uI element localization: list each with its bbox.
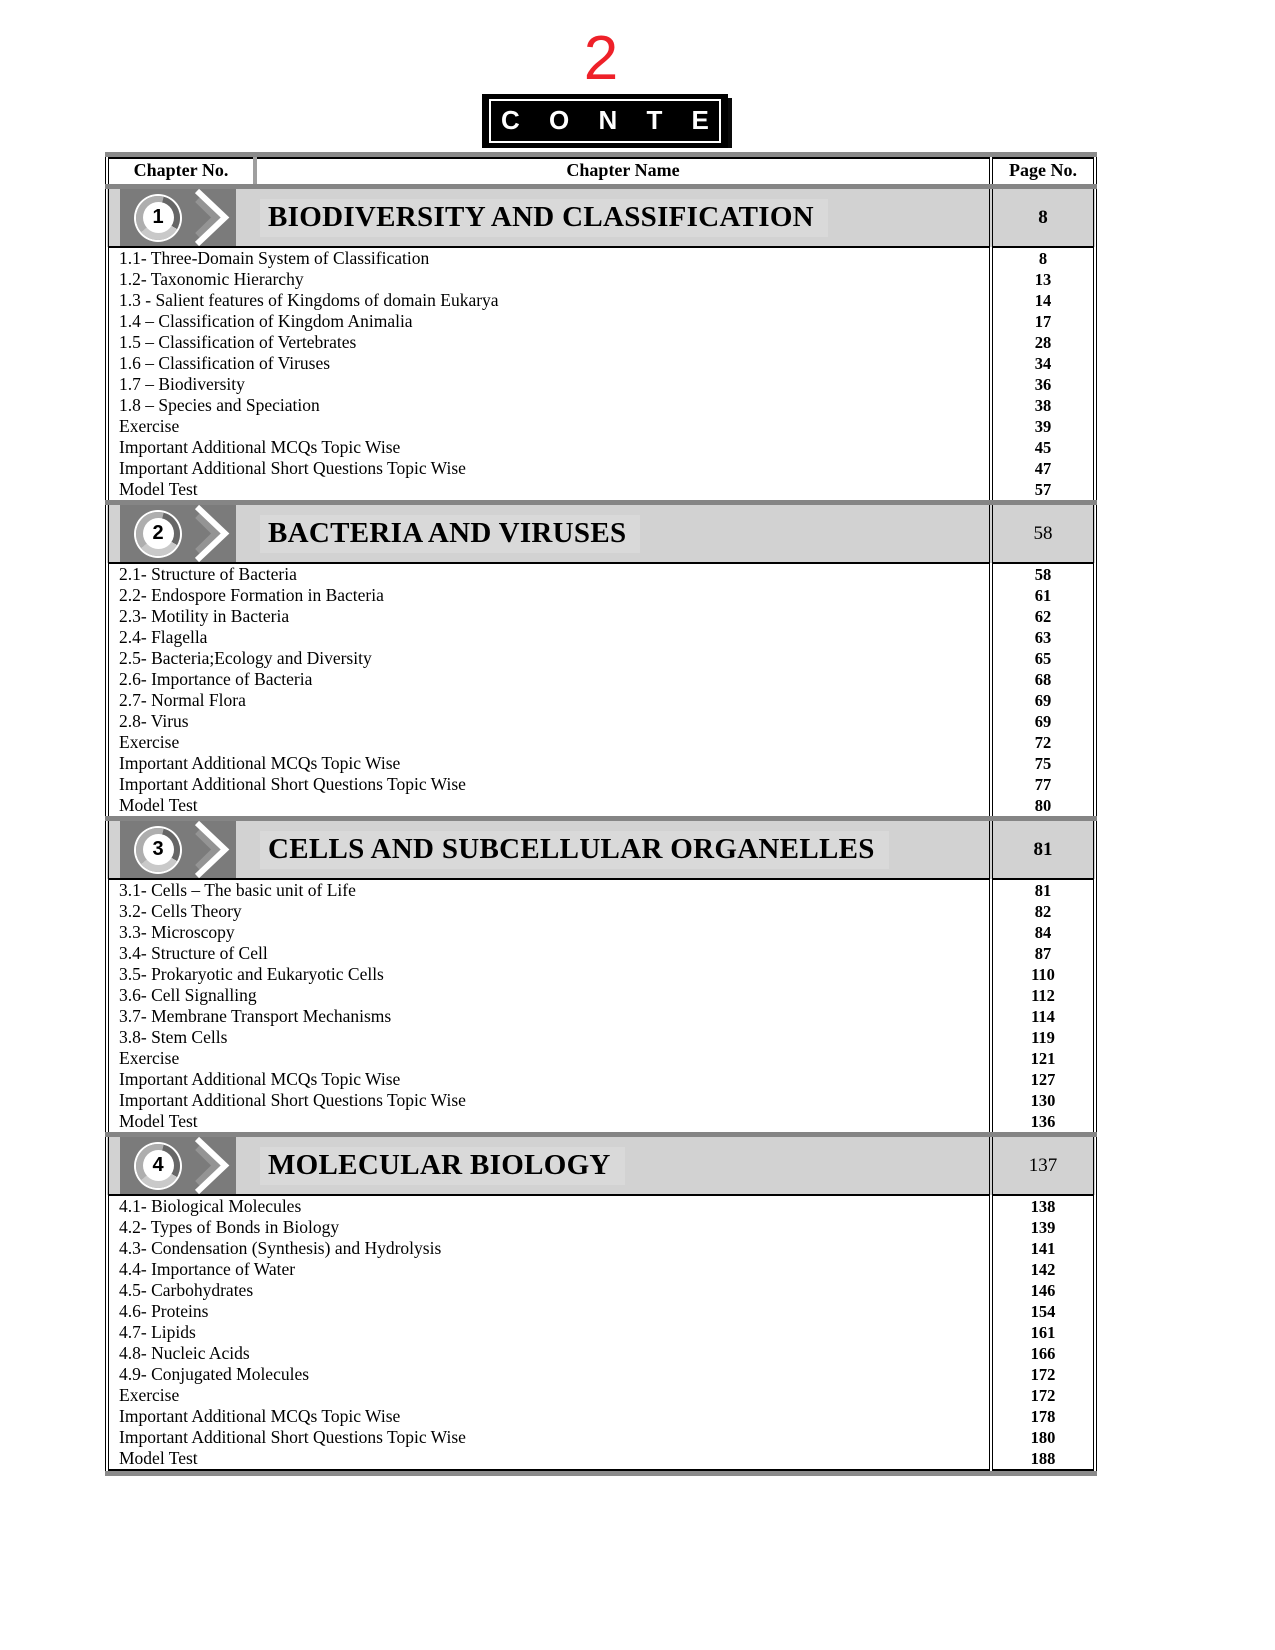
toc-item-row (107, 290, 1095, 311)
toc-item-row (107, 795, 1095, 819)
chapter-row (107, 503, 1095, 564)
toc-item-row (107, 458, 1095, 479)
toc-item-label: Important Additional Short Questions Topic Wise (119, 458, 466, 478)
page-number: 2 (583, 24, 619, 93)
toc-item-label: Exercise (119, 416, 180, 436)
toc-item-page: 62 (991, 606, 1095, 627)
toc-item-row (107, 1217, 1095, 1238)
toc-item-page: 39 (991, 416, 1095, 437)
chapter-band-cell (107, 187, 991, 248)
toc-item-label: Important Additional MCQs Topic Wise (119, 1069, 401, 1089)
toc-item-row (107, 1111, 1095, 1135)
chapter-row (107, 819, 1095, 880)
toc-item-row (107, 1027, 1095, 1048)
contents-title-inner-border (489, 99, 860, 143)
toc-item-page: 17 (991, 311, 1095, 332)
chapter-page: 81 (991, 819, 1095, 880)
toc-item-page: 57 (991, 479, 1095, 503)
toc-item-page: 114 (991, 1006, 1095, 1027)
toc-item-label: Model Test (119, 479, 198, 499)
toc-item-row (107, 374, 1095, 395)
toc-item-page: 77 (991, 774, 1095, 795)
toc-item-row (107, 437, 1095, 458)
toc-item-page: 72 (991, 732, 1095, 753)
chapter-number: 3 (143, 834, 174, 865)
toc-item-label: 4.5- Carbohydrates (119, 1280, 254, 1300)
chapter-number-ring (136, 1144, 180, 1188)
toc-item-row (107, 1195, 1095, 1217)
toc-item-row (107, 1364, 1095, 1385)
chapter-row (107, 187, 1095, 248)
chapter-number: 4 (143, 1150, 174, 1181)
toc-item-page: 28 (991, 332, 1095, 353)
chapter-page: 137 (991, 1135, 1095, 1196)
toc-item-page: 63 (991, 627, 1095, 648)
toc-item-row (107, 311, 1095, 332)
header-chapter-name: Chapter Name (255, 158, 991, 187)
toc-item-label: 2.3- Motility in Bacteria (119, 606, 290, 626)
toc-item-label: 4.1- Biological Molecules (119, 1196, 302, 1216)
toc-item-page: 172 (991, 1385, 1095, 1406)
toc-item-row (107, 964, 1095, 985)
toc-item-label: 4.3- Condensation (Synthesis) and Hydrolysis (119, 1238, 442, 1258)
chapter-number-ring (136, 512, 180, 556)
contents-title: C O N T E N T S (501, 105, 860, 135)
toc-item-row (107, 416, 1095, 437)
toc-item-label: 4.9- Conjugated Molecules (119, 1364, 310, 1384)
chapter-page: 58 (991, 503, 1095, 564)
toc-item-page: 138 (991, 1195, 1095, 1217)
toc-item-label: 1.1- Three-Domain System of Classification (119, 248, 430, 268)
chapter-number: 1 (143, 202, 174, 233)
chevron-icon (190, 821, 236, 878)
toc-item-label: 4.8- Nucleic Acids (119, 1343, 250, 1363)
toc-item-row (107, 1322, 1095, 1343)
toc-item-row (107, 732, 1095, 753)
toc-item-label: Important Additional Short Questions Topic Wise (119, 774, 466, 794)
toc-item-page: 178 (991, 1406, 1095, 1427)
contents-table-wrapper (105, 152, 1097, 1476)
toc-item-label: 2.8- Virus (119, 711, 189, 731)
toc-item-page: 127 (991, 1069, 1095, 1090)
chapter-band-cell (107, 1135, 991, 1196)
contents-table-body (107, 187, 1095, 1471)
toc-item-row (107, 648, 1095, 669)
toc-item-page: 166 (991, 1343, 1095, 1364)
toc-item-page: 68 (991, 669, 1095, 690)
toc-item-page: 119 (991, 1027, 1095, 1048)
toc-item-row (107, 606, 1095, 627)
toc-item-label: 4.4- Importance of Water (119, 1259, 296, 1279)
toc-item-row (107, 479, 1095, 503)
toc-item-page: 161 (991, 1322, 1095, 1343)
toc-item-label: 3.2- Cells Theory (119, 901, 242, 921)
toc-item-row (107, 1301, 1095, 1322)
toc-item-page: 180 (991, 1427, 1095, 1448)
toc-item-page: 154 (991, 1301, 1095, 1322)
toc-item-label: Exercise (119, 732, 180, 752)
toc-item-row (107, 922, 1095, 943)
chevron-icon (190, 1137, 236, 1194)
toc-item-label: 1.7 – Biodiversity (119, 374, 245, 394)
chapter-page: 8 (991, 187, 1095, 248)
toc-item-label: 1.6 – Classification of Viruses (119, 353, 331, 373)
toc-item-row (107, 1069, 1095, 1090)
toc-item-row (107, 774, 1095, 795)
toc-item-page: 81 (991, 879, 1095, 901)
chevron-icon (190, 505, 236, 562)
toc-item-page: 87 (991, 943, 1095, 964)
toc-item-page: 8 (991, 247, 1095, 269)
toc-item-row (107, 395, 1095, 416)
toc-item-page: 172 (991, 1364, 1095, 1385)
toc-item-page: 139 (991, 1217, 1095, 1238)
toc-item-row (107, 711, 1095, 732)
toc-item-label: 2.7- Normal Flora (119, 690, 246, 710)
toc-item-row (107, 985, 1095, 1006)
chapter-number-ring (136, 196, 180, 240)
toc-item-label: 2.2- Endospore Formation in Bacteria (119, 585, 384, 605)
toc-item-label: 4.7- Lipids (119, 1322, 196, 1342)
toc-item-row (107, 1406, 1095, 1427)
toc-item-page: 130 (991, 1090, 1095, 1111)
chapter-band-cell (107, 819, 991, 880)
contents-table (105, 157, 1097, 1471)
toc-item-label: 3.1- Cells – The basic unit of Life (119, 880, 356, 900)
chapter-badge (120, 1137, 236, 1194)
toc-item-row (107, 1448, 1095, 1470)
toc-item-page: 112 (991, 985, 1095, 1006)
toc-item-page: 84 (991, 922, 1095, 943)
toc-item-label: Model Test (119, 1111, 198, 1131)
toc-item-page: 69 (991, 711, 1095, 732)
chapter-band-inner (109, 821, 989, 878)
toc-item-page: 146 (991, 1280, 1095, 1301)
chapter-row (107, 1135, 1095, 1196)
toc-item-label: 1.3 - Salient features of Kingdoms of domain Eukarya (119, 290, 499, 310)
toc-item-page: 61 (991, 585, 1095, 606)
toc-item-label: 2.6- Importance of Bacteria (119, 669, 313, 689)
toc-item-label: 3.7- Membrane Transport Mechanisms (119, 1006, 392, 1026)
toc-item-page: 45 (991, 437, 1095, 458)
toc-item-row (107, 1385, 1095, 1406)
chapter-badge (120, 821, 236, 878)
chapter-band-inner (109, 189, 989, 246)
toc-item-page: 58 (991, 563, 1095, 585)
toc-item-label: Important Additional MCQs Topic Wise (119, 437, 401, 457)
toc-item-label: 1.4 – Classification of Kingdom Animalia (119, 311, 413, 331)
toc-item-label: 3.3- Microscopy (119, 922, 235, 942)
toc-item-label: Important Additional Short Questions Topic Wise (119, 1090, 466, 1110)
toc-item-label: 4.2- Types of Bonds in Biology (119, 1217, 340, 1237)
toc-item-row (107, 1259, 1095, 1280)
toc-item-row (107, 753, 1095, 774)
chapter-band-inner (109, 1137, 989, 1194)
toc-item-page: 141 (991, 1238, 1095, 1259)
toc-item-row (107, 563, 1095, 585)
chapter-title: MOLECULAR BIOLOGY (260, 1147, 625, 1185)
toc-item-label: 1.8 – Species and Speciation (119, 395, 320, 415)
chapter-number-ring (136, 828, 180, 872)
toc-item-label: 4.6- Proteins (119, 1301, 209, 1321)
toc-item-label: Model Test (119, 1448, 198, 1468)
header-page-no: Page No. (991, 158, 1095, 187)
toc-item-label: 2.5- Bacteria;Ecology and Diversity (119, 648, 372, 668)
chapter-number: 2 (143, 518, 174, 549)
toc-item-row (107, 901, 1095, 922)
table-header-row (107, 158, 1095, 187)
toc-item-row (107, 1090, 1095, 1111)
toc-item-page: 36 (991, 374, 1095, 395)
toc-item-row (107, 353, 1095, 374)
toc-item-page: 38 (991, 395, 1095, 416)
chapter-band-inner (109, 505, 989, 562)
header-chapter-no: Chapter No. (107, 158, 255, 187)
toc-item-page: 75 (991, 753, 1095, 774)
toc-item-label: Important Additional MCQs Topic Wise (119, 753, 401, 773)
toc-item-label: 1.5 – Classification of Vertebrates (119, 332, 357, 352)
toc-item-row (107, 627, 1095, 648)
toc-item-row (107, 690, 1095, 711)
toc-item-row (107, 1238, 1095, 1259)
toc-item-row (107, 1280, 1095, 1301)
toc-item-row (107, 1427, 1095, 1448)
toc-item-page: 82 (991, 901, 1095, 922)
toc-item-row (107, 1006, 1095, 1027)
toc-item-page: 13 (991, 269, 1095, 290)
toc-item-page: 110 (991, 964, 1095, 985)
toc-item-label: 3.5- Prokaryotic and Eukaryotic Cells (119, 964, 384, 984)
toc-item-label: 2.4- Flagella (119, 627, 208, 647)
chapter-title: CELLS AND SUBCELLULAR ORGANELLES (260, 831, 889, 869)
toc-item-row (107, 669, 1095, 690)
toc-item-page: 136 (991, 1111, 1095, 1135)
toc-item-page: 80 (991, 795, 1095, 819)
toc-item-row (107, 247, 1095, 269)
toc-item-label: 2.1- Structure of Bacteria (119, 564, 297, 584)
chapter-badge (120, 189, 236, 246)
toc-item-label: Important Additional Short Questions Topic Wise (119, 1427, 466, 1447)
toc-item-label: 3.4- Structure of Cell (119, 943, 268, 963)
toc-item-label: 3.8- Stem Cells (119, 1027, 228, 1047)
toc-item-row (107, 269, 1095, 290)
toc-item-label: Important Additional MCQs Topic Wise (119, 1406, 401, 1426)
toc-item-page: 121 (991, 1048, 1095, 1069)
chapter-title: BIODIVERSITY AND CLASSIFICATION (260, 199, 828, 237)
toc-item-page: 47 (991, 458, 1095, 479)
toc-item-row (107, 332, 1095, 353)
toc-item-label: 1.2- Taxonomic Hierarchy (119, 269, 304, 289)
chapter-band-cell (107, 503, 991, 564)
toc-item-label: Exercise (119, 1385, 180, 1405)
contents-title-box (482, 94, 860, 148)
toc-item-label: 3.6- Cell Signalling (119, 985, 257, 1005)
toc-item-page: 34 (991, 353, 1095, 374)
toc-item-page: 65 (991, 648, 1095, 669)
toc-item-row (107, 1343, 1095, 1364)
chapter-badge (120, 505, 236, 562)
toc-item-row (107, 1048, 1095, 1069)
toc-item-row (107, 943, 1095, 964)
toc-item-label: Model Test (119, 795, 198, 815)
toc-item-row (107, 585, 1095, 606)
toc-item-page: 142 (991, 1259, 1095, 1280)
chapter-title: BACTERIA AND VIRUSES (260, 515, 640, 553)
toc-item-row (107, 879, 1095, 901)
toc-item-label: Exercise (119, 1048, 180, 1068)
chevron-icon (190, 189, 236, 246)
toc-item-page: 14 (991, 290, 1095, 311)
toc-item-page: 69 (991, 690, 1095, 711)
toc-item-page: 188 (991, 1448, 1095, 1470)
